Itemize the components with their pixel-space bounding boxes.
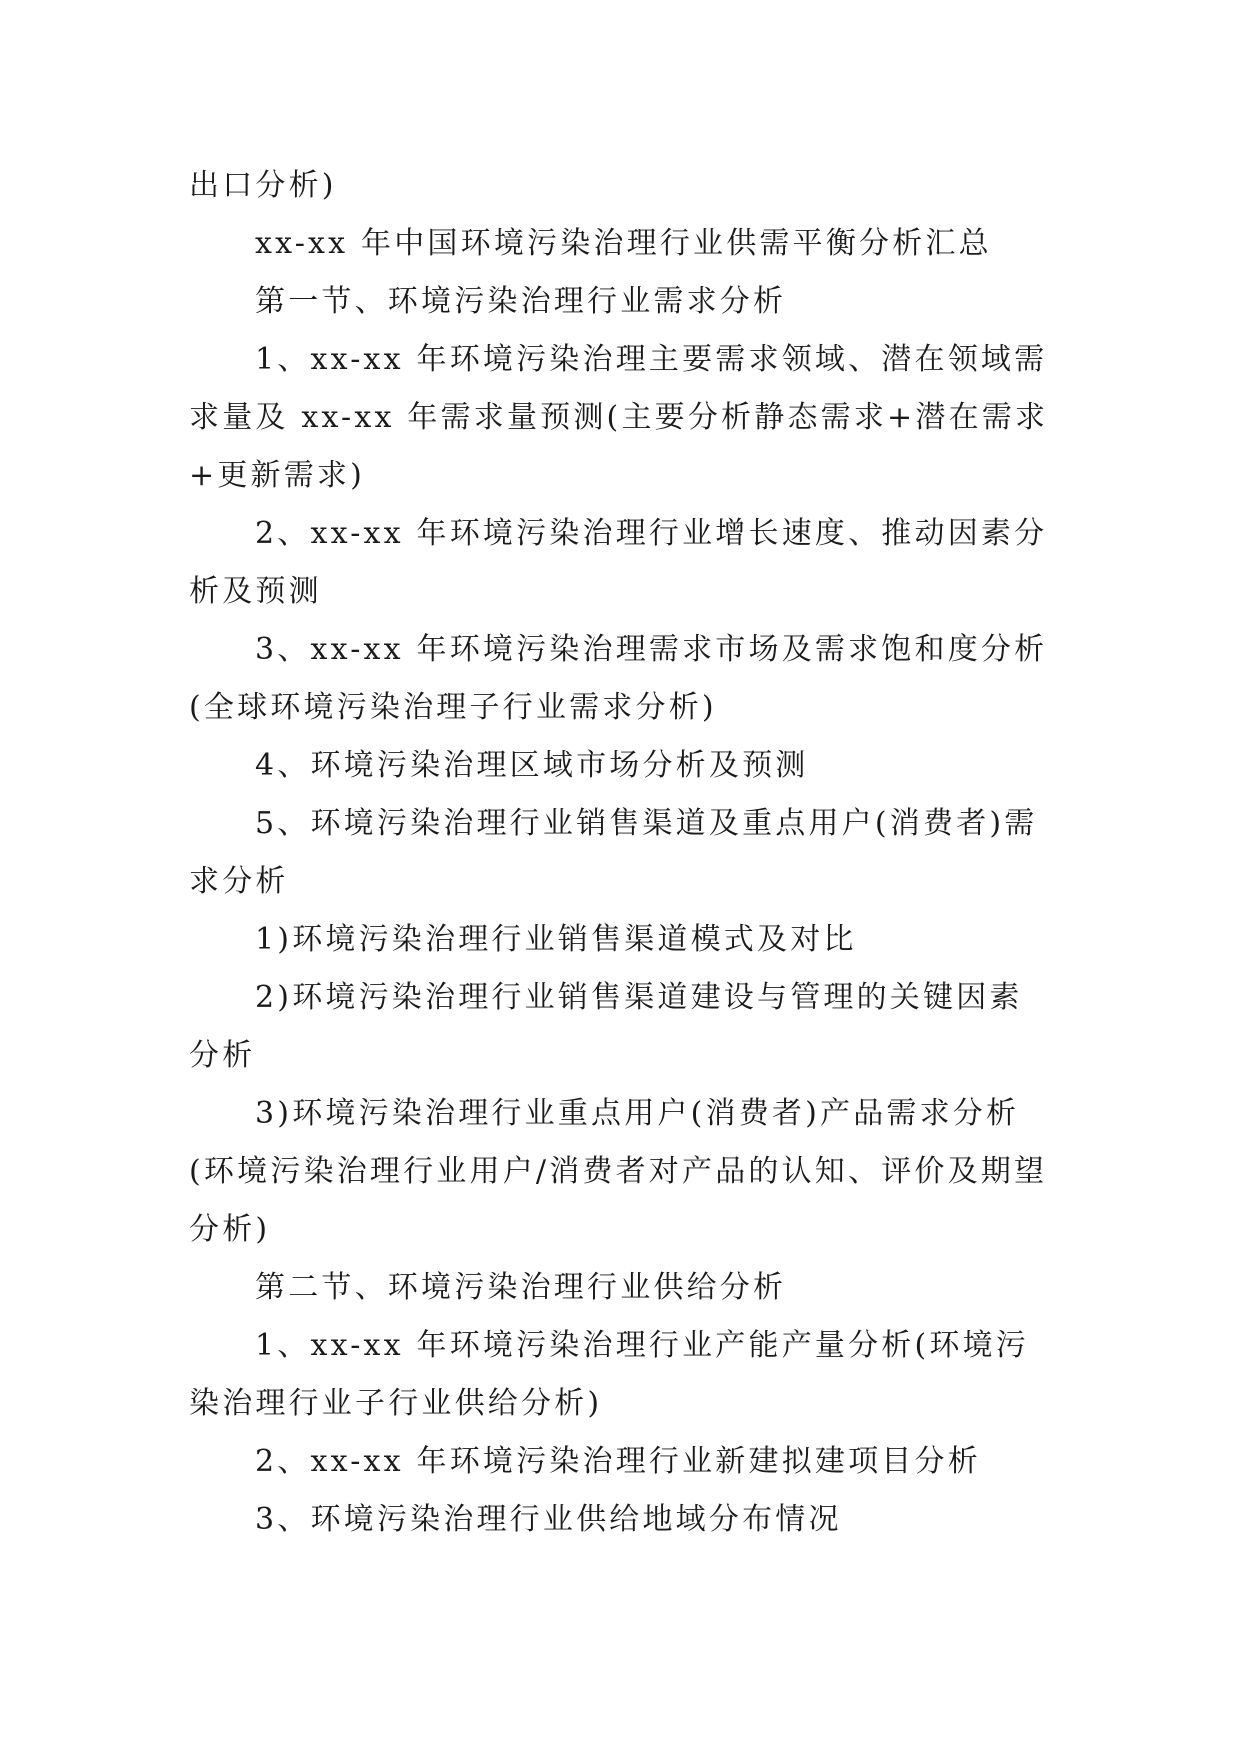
paragraph: 3、xx-xx 年环境污染治理需求市场及需求饱和度分析(全球环境污染治理子行业需求分析) [189,632,1048,725]
paragraph: 1、xx-xx 年环境污染治理主要需求领域、潜在领域需求量及 xx-xx 年需求量预测(主要分析静态需求+潜在需求+更新需求) [189,342,1049,493]
section-heading: 第一节、环境污染治理行业需求分析 [255,284,787,319]
paragraph: 2、xx-xx 年环境污染治理行业新建拟建项目分析 [255,1444,981,1479]
paragraph: 5、环境污染治理行业销售渠道及重点用户(消费者)需求分析 [189,806,1038,899]
document-body [189,157,1053,1549]
paragraph: 3)环境污染治理行业重点用户(消费者)产品需求分析(环境污染治理行业用户/消费者对产品的认知、评价及期望分析) [189,1096,1048,1247]
paragraph: 3、环境污染治理行业供给地域分布情况 [255,1502,842,1537]
paragraph: 出口分析) [189,168,337,203]
paragraph: xx-xx 年中国环境污染治理行业供需平衡分析汇总 [255,226,992,261]
paragraph: 2、xx-xx 年环境污染治理行业增长速度、推动因素分析及预测 [189,516,1048,609]
paragraph: 2)环境污染治理行业销售渠道建设与管理的关键因素分析 [189,980,1023,1073]
section-heading: 第二节、环境污染治理行业供给分析 [255,1270,787,1305]
paragraph: 1、xx-xx 年环境污染治理行业产能产量分析(环境污染治理行业子行业供给分析) [189,1328,1030,1421]
paragraph: 1)环境污染治理行业销售渠道模式及对比 [255,922,857,957]
paragraph: 4、环境污染治理区域市场分析及预测 [255,748,809,783]
